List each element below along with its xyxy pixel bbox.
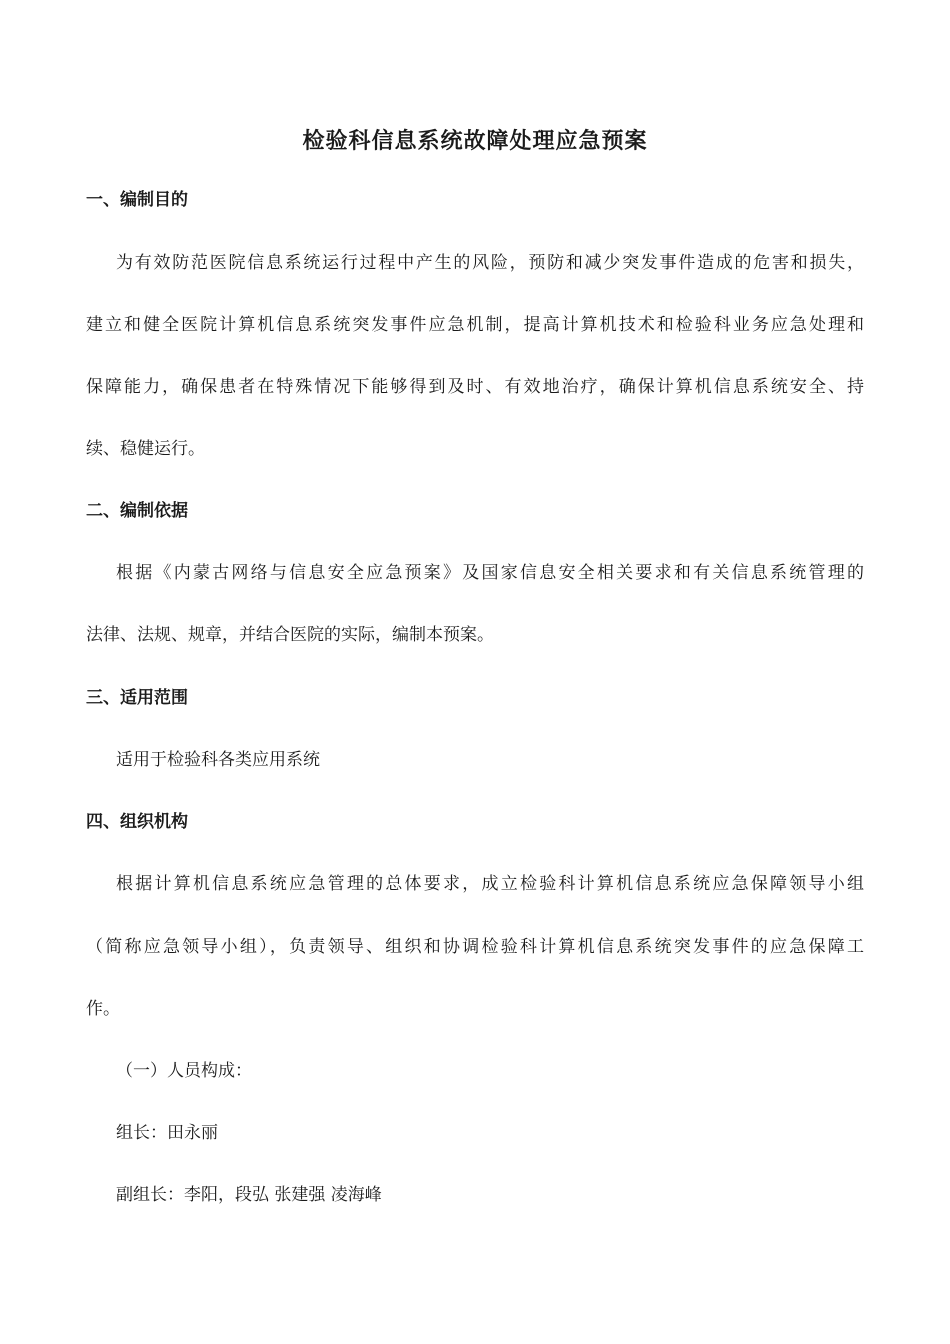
paragraph-line: 作。 [86,999,120,1019]
document-title: 检验科信息系统故障处理应急预案 [302,128,648,154]
paragraph-line: 法律、法规、规章，并结合医院的实际，编制本预案。 [86,625,494,645]
paragraph-line: 根据《内蒙古网络与信息安全应急预案》及国家信息安全相关要求和有关信息系统管理的 [116,563,864,583]
section-heading-organization: 四、组织机构 [86,812,188,832]
paragraph-line: （简称应急领导小组），负责领导、组织和协调检验科计算机信息系统突发事件的应急保障工 [86,937,864,957]
paragraph-line: 根据计算机信息系统应急管理的总体要求，成立检验科计算机信息系统应急保障领导小组 [116,874,864,894]
team-leader: 组长：田永丽 [116,1123,218,1143]
paragraph-line: 适用于检验科各类应用系统 [116,750,320,770]
paragraph-line: 续、稳健运行。 [86,439,205,459]
paragraph-line: 建立和健全医院计算机信息系统突发事件应急机制，提高计算机技术和检验科业务应急处理和 [86,315,864,335]
section-heading-basis: 二、编制依据 [86,501,188,521]
subsection-heading-personnel: （一）人员构成： [116,1061,252,1081]
team-deputy-leaders: 副组长：李阳，段弘 张建强 凌海峰 [116,1185,382,1205]
section-heading-scope: 三、适用范围 [86,688,188,708]
section-heading-purpose: 一、编制目的 [86,190,188,210]
paragraph-line: 为有效防范医院信息系统运行过程中产生的风险，预防和减少突发事件造成的危害和损失， [116,253,864,273]
paragraph-line: 保障能力，确保患者在特殊情况下能够得到及时、有效地治疗，确保计算机信息系统安全、持 [86,377,864,397]
